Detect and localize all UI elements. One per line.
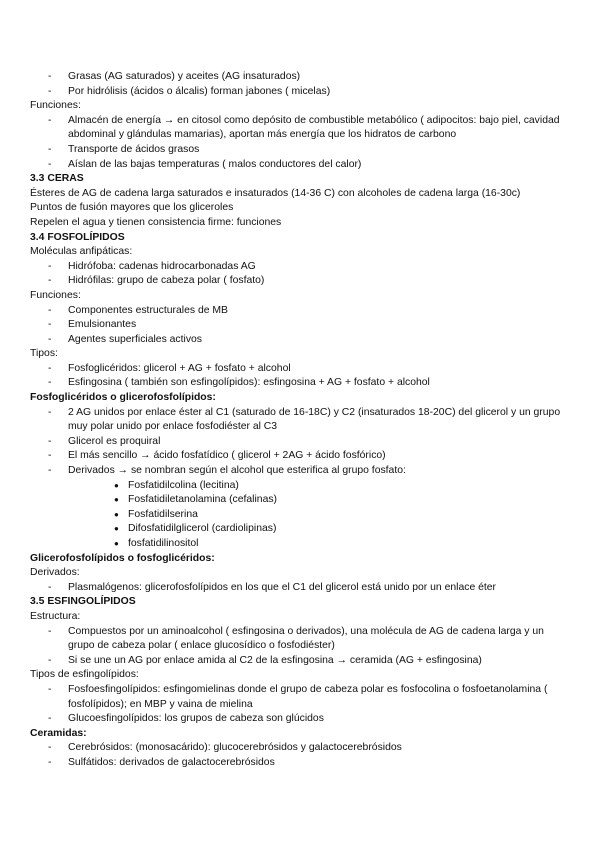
bullet-item — [30, 318, 570, 333]
bullet-item — [30, 362, 570, 377]
bullet-text: El más sencillo → ácido fosfatídico ( glicerol + 2AG + ácido fosfórico) — [68, 450, 386, 462]
bullet-text: fosfatidilinositol — [128, 538, 199, 549]
bullet-marker: - — [48, 683, 52, 695]
bullet-marker: - — [48, 406, 52, 418]
bullet-item — [30, 654, 570, 669]
bullet-marker: - — [48, 581, 52, 593]
sub-bullet-item — [30, 508, 570, 523]
bullet-text: Fosfatidilcolina (lecitina) — [128, 479, 239, 491]
bullet-marker: ● — [114, 495, 119, 505]
bullet-text: Plasmalógenos: glicerofosfolípidos en los que el C1 del glicerol está unido por un enlace éter — [68, 581, 497, 593]
bullet-marker: - — [48, 654, 52, 666]
bullet-marker: - — [48, 275, 52, 287]
bullet-marker: - — [48, 625, 52, 637]
bullet-item — [30, 435, 570, 450]
bullet-text: 2 AG unidos por enlace éster al C1 (saturado de 16-18C) y C2 (insaturados 18-20C) del glicerol y un grupo muy polar unido por enlace fosfodiéster al C3 — [68, 406, 561, 433]
bullet-marker: - — [48, 742, 52, 754]
bullet-item — [30, 158, 570, 173]
section-heading: Glicerofosfolípidos o fosfoglicéridos: — [30, 552, 215, 564]
bullet-item — [30, 114, 570, 143]
bullet-text: Sulfátidos: derivados de galactocerebrósidos — [68, 756, 275, 768]
paragraph-line: Funciones: — [30, 100, 81, 112]
bullet-marker: - — [48, 713, 52, 725]
bullet-item — [30, 756, 570, 771]
bullet-item — [30, 464, 570, 479]
bullet-item — [30, 260, 570, 275]
bullet-marker: ● — [114, 539, 119, 548]
paragraph-line: Puntos de fusión mayores que los gliceroles — [30, 202, 234, 214]
bullet-item — [30, 143, 570, 158]
bullet-marker: - — [48, 260, 52, 272]
bullet-item — [30, 581, 570, 596]
bullet-text: Si se une un AG por enlace amida al C2 de la esfingosina → ceramida (AG + esfingosina) — [68, 654, 482, 666]
paragraph-line: Derivados: — [30, 567, 80, 579]
paragraph-line: Repelen el agua y tienen consistencia firme: funciones — [30, 216, 282, 228]
bullet-text: Fosfatidilserina — [128, 508, 198, 520]
bullet-marker: - — [48, 114, 52, 126]
bullet-marker: - — [48, 465, 52, 477]
paragraph-line: Tipos de esfingolípidos: — [30, 669, 139, 681]
bullet-text: Hidrófoba: cadenas hidrocarbonadas AG — [68, 260, 256, 272]
bullet-item — [30, 376, 570, 391]
bullet-marker: - — [48, 450, 52, 462]
bullet-text: Componentes estructurales de MB — [68, 304, 228, 316]
bullet-text: Fosfoglicéridos: glicerol + AG + fosfato + alcohol — [68, 362, 291, 374]
bullet-text: Compuestos por un aminoalcohol ( esfingosina o derivados), una molécula de AG de cadena larga y un grupo de cabeza polar ( enlace glucosídico o fosfodiéster) — [68, 625, 544, 652]
paragraph-line: Estructura: — [30, 610, 81, 622]
paragraph-line: Ésteres de AG de cadena larga saturados e insaturados (14-36 C) con alcoholes de cadena larga (16-30c) — [30, 187, 521, 199]
bullet-item — [30, 70, 570, 85]
section-heading: Fosfoglicéridos o glicerofosfolípidos: — [30, 392, 216, 404]
bullet-text: Almacén de energía → en citosol como depósito de combustible metabólico ( adipocitos: bajo piel, cavidad abdominal y glándulas mamarias), aportan más energía que los hidratos de carbono — [68, 114, 560, 141]
bullet-text: Aíslan de las bajas temperaturas ( malos conductores del calor) — [68, 158, 362, 170]
bullet-marker: - — [48, 377, 52, 389]
bullet-text: Cerebrósidos: (monosacárido): glucocerebrósidos y galactocerebrósidos — [68, 742, 402, 754]
bullet-marker: ● — [114, 524, 119, 534]
bullet-text: Difosfatidilglicerol (cardiolipinas) — [128, 523, 277, 535]
bullet-text: Glicerol es proquiral — [68, 435, 161, 447]
bullet-marker: ● — [114, 509, 119, 519]
bullet-text: Transporte de ácidos grasos — [68, 143, 200, 155]
paragraph-line: Funciones: — [30, 289, 81, 301]
sub-bullet-item — [30, 522, 570, 537]
bullet-item — [30, 683, 570, 712]
bullet-marker: ● — [114, 480, 119, 490]
bullet-item — [30, 85, 570, 100]
bullet-marker: - — [48, 71, 52, 82]
bullet-item — [30, 625, 570, 654]
sub-bullet-item — [30, 537, 570, 552]
bullet-text: Glucoesfingolípidos: los grupos de cabeza son glúcidos — [68, 713, 324, 725]
bullet-text: Derivados → se nombran según el alcohol que esterifica al grupo fosfato: — [68, 465, 406, 477]
bullet-marker: - — [48, 158, 52, 170]
bullet-item — [30, 741, 570, 756]
bullet-item — [30, 449, 570, 464]
bullet-text: Fosfoesfingolípidos: esfingomielinas donde el grupo de cabeza polar es fosfocolina o fosfoetanolamina ( fosfolípidos); en MBP y vaina de mielina — [68, 683, 548, 710]
bullet-item — [30, 333, 570, 348]
section-heading: Ceramidas: — [30, 727, 87, 739]
bullet-item — [30, 712, 570, 727]
bullet-marker: - — [48, 319, 52, 331]
bullet-text: Hidrófilas: grupo de cabeza polar ( fosfato) — [68, 275, 265, 287]
section-heading: 3.5 ESFINGOLÍPIDOS — [30, 596, 136, 608]
bullet-marker: - — [48, 435, 52, 447]
section-heading: 3.4 FOSFOLÍPIDOS — [30, 231, 125, 243]
bullet-text: Fosfatidiletanolamina (cefalinas) — [128, 494, 278, 506]
bullet-marker: - — [48, 143, 52, 155]
section-heading: 3.3 CERAS — [30, 173, 84, 185]
bullet-text: Por hidrólisis (ácidos o álcalis) forman jabones ( micelas) — [68, 85, 331, 97]
bullet-marker: - — [48, 756, 52, 768]
bullet-marker: - — [48, 333, 52, 345]
bullet-marker: - — [48, 85, 52, 97]
sub-bullet-item — [30, 493, 570, 508]
bullet-text: Emulsionantes — [68, 319, 137, 331]
bullet-marker: - — [48, 304, 52, 316]
sub-bullet-item — [30, 479, 570, 494]
paragraph-line: Tipos: — [30, 348, 58, 360]
bullet-item — [30, 304, 570, 319]
bullet-text: Agentes superficiales activos — [68, 333, 202, 345]
paragraph-line: Moléculas anfipáticas: — [30, 246, 133, 258]
bullet-item — [30, 274, 570, 289]
bullet-text: Grasas (AG saturados) y aceites (AG insaturados) — [68, 71, 301, 82]
bullet-item — [30, 406, 570, 435]
bullet-text: Esfingosina ( también son esfingolípidos): esfingosina + AG + fosfato + alcohol — [68, 377, 430, 389]
bullet-marker: - — [48, 362, 52, 374]
